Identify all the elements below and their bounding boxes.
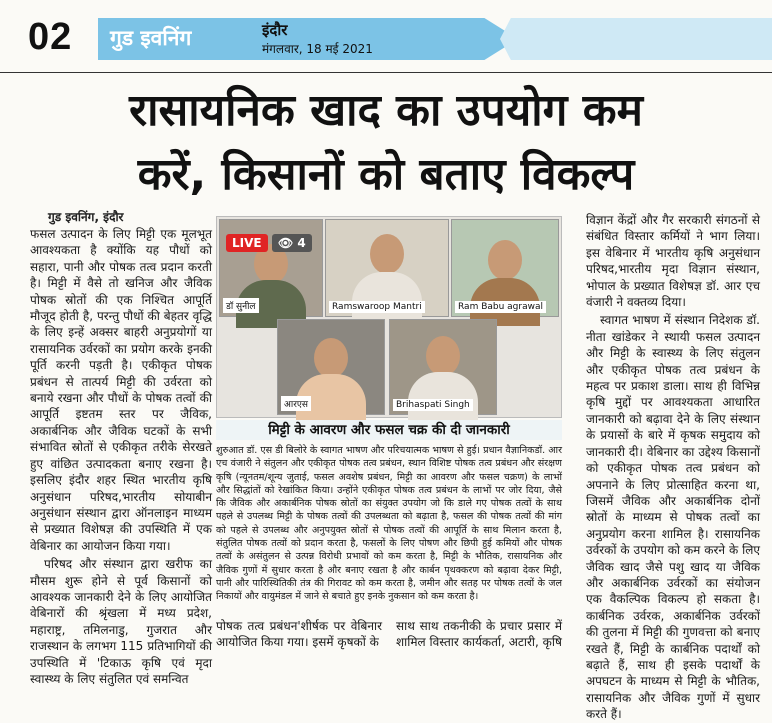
masthead-band-tail [500,18,772,60]
article-column-4 [586,212,760,722]
divider [0,72,772,73]
participant-tile [277,319,385,415]
newspaper-brand: गुड इवनिंग [110,26,192,50]
column-3-tail: साथ साथ तकनीकी के प्रचार प्रसार में शामिल विस्तार कार्यकर्ता, अटारी, कृषि [396,619,562,650]
edition-city: इंदौर [262,21,288,39]
webinar-photo [216,216,562,418]
column-4-paragraph-2: स्वागत भाषण में संस्थान निदेशक डॉ. नीता खांडेकर ने स्थायी फसल उत्पादन और मिट्टी के स्वास्थ्य के लिए संतुलन और एकीकृत पोषक तत्व प्रबंधन के महत्व पर प्रकाश डाला। साथ ही विभिन्न कृषि मुद्दों पर आवश्यकता आधारित जानकारी को बढ़ावा देने के लिए संस्थान के प्रयासों के बारे में कृषक समुदाय को जानकारी दी। वेबिनार का उद्देश्य किसानों को एकीकृत पोषक तत्व प्रबंधन को अपनाने के लिए प्रोत्साहित करना था, जिसमें जैविक और अकार्बनिक दोनों स्रोतों के माध्यम से पोषक तत्वों का अनुप्रयोग करना शामिल है। रासायनिक उर्वरकों के उपयोग को कम करने के लिए जैविक खाद जैसे पशु खाद या जैविक और अकार्बनिक उर्वरकों का संयोजन एक वैकल्पिक विकल्प हो सकता है। कार्बनिक उर्वरक, अकार्बनिक उर्वरकों की तुलना में मिट्टी की गुणवत्ता को बनाए रखते हैं, मिट्टी के कार्बनिक पदार्थों को बढ़ाते हैं, साथ ही इसके पदार्थों के अपघटन के माध्यम से मिट्टी के भौतिक, रासायनिक और जैविक गुणों में सुधार करते हैं। [586,313,760,722]
middle-article-body: शुरुआत डॉ. एस डी बिलोरे के स्वागत भाषण और परिचयात्मक भाषण से हुई। प्रधान वैज्ञानिकडॉ. आर एच वंजारी ने संतुलन और एकीकृत पोषक तत्व प्रबंधन, स्थान विशिष्ट पोषक तत्व प्रबंधन और संरक्षण कृषि (न्यूनतम/शून्य जुताई, फसल अवशेष प्रबंधन, मिट्टी का आवरण और फसल चक्रण) के लाभों और सिद्धांतों को रेखांकित किया। उन्होंने एकीकृत पोषक तत्व प्रबंधन के लाभों पर जोर दिया, जैसे कि जैविक और अकार्बनिक पोषक स्रोतों का संयुक्त उपयोग जो कि डाले गए पोषक तत्वों के साथ पहले से उपलब्ध मिट्टी के पोषक तत्वों की उपलब्धता को बढ़ाता है, फसल की पोषक तत्वों की मांग को पहले से उपलब्ध और अनुपयुक्त स्रोतों से पोषक तत्वों की आपूर्ति के साथ मिलान करता है, संतुलित पोषक तत्वों को प्रदान करता है, फसलों के लिए पोषण और छिपी हुई कमियों और पोषक तत्वों के असंतुलन से उत्पन्न विरोधी प्रभावों को कम करता है, मिट्टी के भौतिक, रासायनिक और जैविक गुणों में सुधार करता है और बनाए रखता है और कार्बन पृथक्करण को बढ़ावा देकर मिट्टी, पानी और पारिस्थितिकी तंत्र की गिरावट को कम करता है, जमीन और सतह पर पोषक तत्वों के जल निकायों और वायुमंडल में जाने से बचाते हुए इनके नुकसान को कम करता है। [216,445,562,603]
participant-face [426,336,460,376]
column-2-tail: पोषक तत्व प्रबंधन'शीर्षक पर वेबिनार आयोजित किया गया। इसमें कृषकों के [216,619,382,650]
participant-label: Brihaspati Singh [393,399,473,411]
byline: गुड इवनिंग, इंदौर [48,210,124,224]
participant-body [408,372,478,420]
live-badge: LIVE [226,234,268,252]
participant-tile [389,319,497,415]
column-1-paragraph-2: परिषद और संस्थान द्वारा खरीफ का मौसम शुरू होने से पूर्व किसानों को आवश्यक जानकारी देने के लिए आयोजित वेबिनारों की श्रृंखला में मध्य प्रदेश, महाराष्ट्र, तमिलनाडु, गुजरात और राजस्थान के लगभग 115 प्रतिभागियों की उपस्थिति में 'टिकाऊ कृषि एवं मृदा स्वास्थ्य के लिए संतुलित एवं समन्वित [30,557,212,686]
masthead [0,0,772,68]
viewer-count: 4 [297,236,306,250]
participant-tile [451,219,559,317]
column-4-paragraph-1: विज्ञान केंद्रों और गैर सरकारी संगठनों से संबंधित विस्तार कर्मियों ने भाग लिया। इस वेबिनार में भारतीय कृषि अनुसंधान परिषद,भारतीय मृदा विज्ञान संस्थान, भोपाल के प्रख्यात विशेषज्ञ डॉ. आर एच वंजारी ने वक्तव्य दिया। [586,213,760,310]
edition-date: मंगलवार, 18 मई 2021 [262,42,373,56]
participant-label: आरएस [281,396,311,411]
participant-face [314,338,348,378]
participant-label: डॉ सुनील [223,298,259,313]
participant-face [488,240,522,280]
column-1-paragraph-1: फसल उत्पादन के लिए मिट्टी एक मूलभूत आवश्यकता है क्योंकि यह पौधों को सहारा, पानी और पोषक तत्व प्रदान करती है। मिट्टी में वैसे तो खनिज और जैविक पोषक स्रोतों की एक निश्चित आपूर्ति मौजूद होती है, परन्तु पौधों की बेहतर वृद्धि के लिए इन्हें अक्सर बाहरी अनुप्रयोगों या रासायनिक उर्वरकों का प्रयोग करके इनकी पूर्ति करनी पड़ती है। एकीकृत पोषक प्रबंधन से तात्पर्य मिट्टी की उर्वरता को बनाये रखना और पौधों के पोषक तत्वों की आपूर्ति इष्टतम स्तर पर जैविक, अकार्बनिक और जैविक घटकों के सभी संभावित स्रोतों से एकीकृत तरीके सेरखते हुए वांछित उत्पादकता बनाए रखना है। इसलिए इंदौर शहर स्थित भारतीय कृषि अनुसंधान परिषद,भारतीय सोयाबीन अनुसंधान संस्थान द्वारा ऑनलाइन माध्यम से प्रख्यात विशेषज्ञ की उपस्थिति में एक वेबिनार का आयोजन किया गया। [30,227,212,553]
page-number: 02 [28,16,73,58]
photo-caption: मिट्टी के आवरण और फसल चक्र की दी जानकारी [216,420,562,440]
eye-icon: 👁 [278,236,294,250]
headline-line-1: रासायनिक खाद का उपयोग कम [129,85,643,136]
participant-face [370,234,404,274]
participant-label: Ramswaroop Mantri [329,301,425,313]
participant-label: Ram Babu agrawal [455,301,546,313]
headline-line-2: करें, किसानों को बताए विकल्प [137,149,635,200]
participant-tile [325,219,449,317]
viewer-count-badge [272,234,312,252]
article-column-1 [30,226,212,686]
